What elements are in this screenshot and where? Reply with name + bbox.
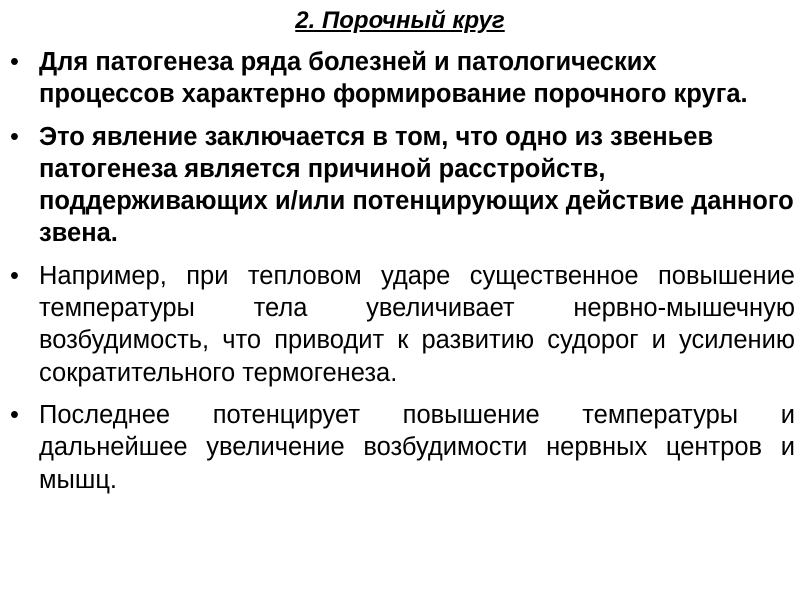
bullet-item [10, 260, 795, 389]
bullet-text: Для патогенеза ряда болезней и патологических процессов характерно формирование порочного круга. [39, 48, 748, 109]
bullet-marker: • [10, 48, 19, 76]
bullet-marker: • [10, 400, 19, 429]
slide-title: 2. Порочный круг [295, 7, 505, 34]
bullet-marker: • [10, 261, 19, 290]
bullet-text: Последнее потенцирует повышение температуры и дальнейшее увеличение возбудимости нервных центров и мышц. [39, 400, 795, 494]
bullet-marker: • [10, 122, 19, 151]
bullet-text: Это явление заключается в том, что одно из звеньев патогенеза является причиной расстройств, поддерживающих и/или потенцирующих действие данного звена. [39, 122, 794, 248]
bullet-item [10, 121, 795, 250]
bullet-list [10, 46, 795, 506]
bullet-item [10, 399, 795, 496]
bullet-text: Например, при тепловом ударе существенное повышение температуры тела увеличивает нервно-мышечную возбудимость, что приводит к развитию судорог и усилению сократительного термогенеза. [39, 261, 795, 387]
bullet-item [10, 46, 795, 111]
